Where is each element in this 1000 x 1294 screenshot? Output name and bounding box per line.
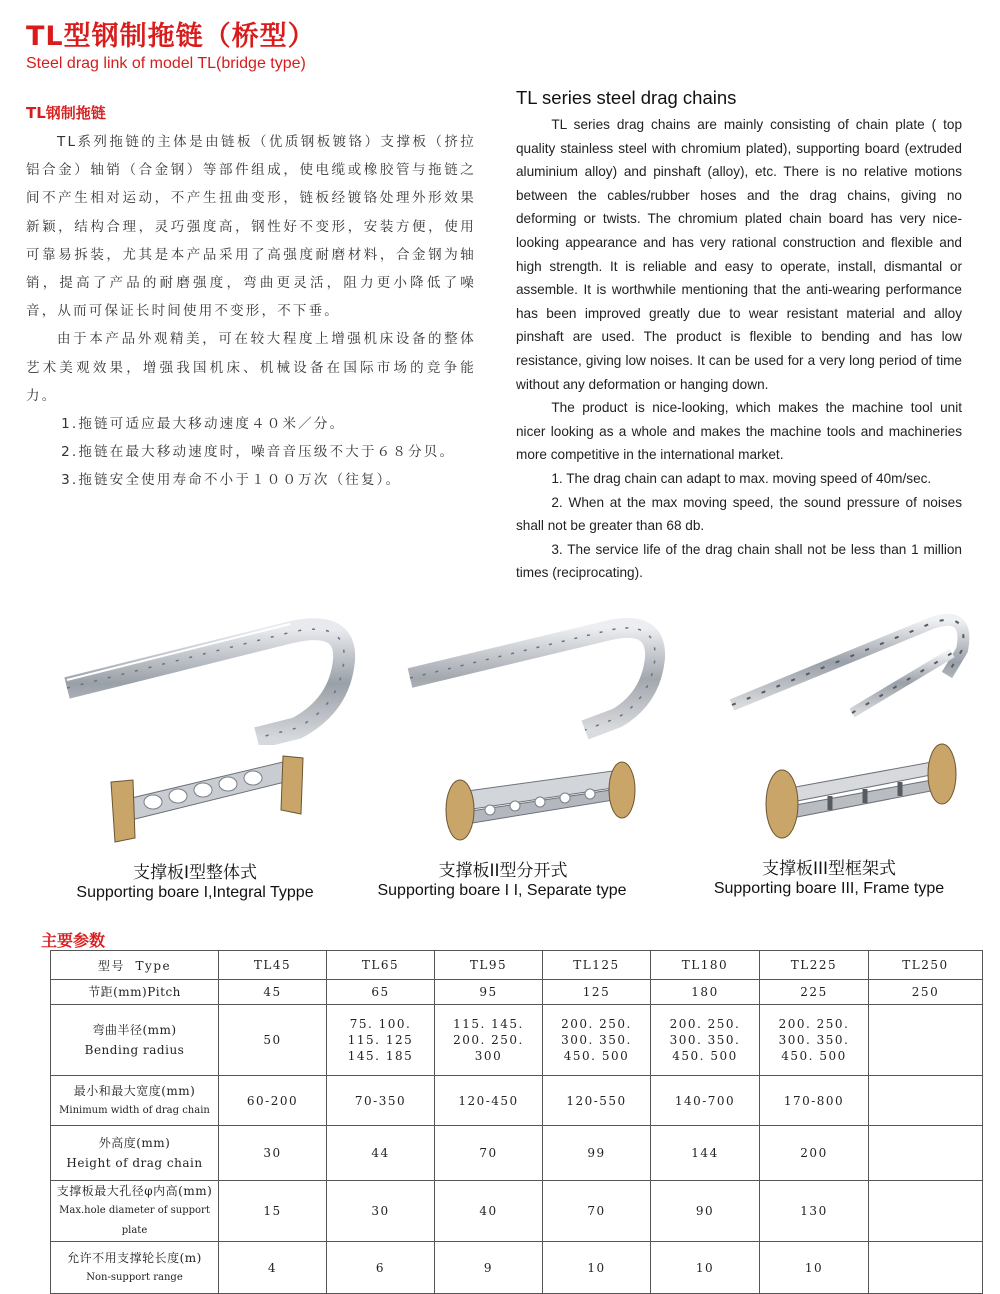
- table-cell: 250: [869, 980, 983, 1005]
- table-header-cell: TL225: [760, 951, 869, 980]
- row-label-cn: 允许不用支撑轮长度(m): [67, 1250, 202, 1265]
- chinese-paragraph: 由于本产品外观精美，可在较大程度上增强机床设备的整体艺术美观效果，增强我国机床、机械设备在国际市场的竞争能力。: [26, 331, 476, 404]
- table-cell: 115. 145. 200. 250. 300: [435, 1005, 543, 1076]
- table-cell: 15: [219, 1181, 327, 1242]
- table-cell: 10: [543, 1242, 651, 1294]
- row-label-cn: 弯曲半径(mm): [92, 1023, 177, 1037]
- table-cell: [869, 1242, 983, 1294]
- supporting-board-type1-image: [105, 752, 305, 847]
- table-cell: 40: [435, 1181, 543, 1242]
- row-label: [51, 1242, 219, 1294]
- table-cell: 140-700: [651, 1076, 760, 1126]
- chinese-section-body: [26, 128, 476, 495]
- table-header-label-cn: 型号: [97, 958, 125, 973]
- supporting-board-type2-image: [440, 752, 640, 847]
- table-cell: 120-450: [435, 1076, 543, 1126]
- row-label-en: Minimum width of drag chain: [59, 1104, 210, 1116]
- table-row: [51, 1076, 983, 1126]
- table-cell: 30: [327, 1181, 435, 1242]
- table-cell: 180: [651, 980, 760, 1005]
- product-caption-cn: 支撑板III型框架式: [761, 859, 897, 879]
- table-cell: 99: [543, 1126, 651, 1181]
- table-cell: 10: [651, 1242, 760, 1294]
- table-cell: 120-550: [543, 1076, 651, 1126]
- params-title: 主要参数: [41, 931, 106, 950]
- table-row: [51, 980, 983, 1005]
- drag-chain-type1-image: [62, 610, 357, 745]
- chinese-section-heading: TL钢制拖链: [26, 104, 106, 122]
- table-cell: 70: [435, 1126, 543, 1181]
- table-cell: 200. 250. 300. 350. 450. 500: [651, 1005, 760, 1076]
- english-paragraph: TL series drag chains are mainly consisting of chain plate ( top quality stainless steel with chromium plated), supporting board (extruded aluminium alloy) and pinshaft (alloy), etc. There is no relative motions between the cables/rubber hoses and the drag chains, giving no deforming or twists. The chromium plated chain board has very nice-looking appearance and has very rational construction and flexible and high strength. It is reliable and easy to operate, install, dismantal or assemble. It is worthwhile mentioning that the anti-wearing performance has been improved greatly due to wear resistant material and alloy pinshaft are used. The product is flexible to bending and has low resistance, giving low noises. It can be used for a very long period of time without any deformation or hanging down.: [516, 117, 962, 392]
- row-label: [51, 1005, 219, 1076]
- table-cell: 125: [543, 980, 651, 1005]
- table-header-cell: TL65: [327, 951, 435, 980]
- table-row: [51, 1005, 983, 1076]
- table-cell: 4: [219, 1242, 327, 1294]
- table-header-cell: TL125: [543, 951, 651, 980]
- table-cell: 50: [219, 1005, 327, 1076]
- table-cell: [869, 1005, 983, 1076]
- table-cell: 200. 250. 300. 350. 450. 500: [760, 1005, 869, 1076]
- table-cell: 45: [219, 980, 327, 1005]
- table-header-cell: TL45: [219, 951, 327, 980]
- table-cell: 70-350: [327, 1076, 435, 1126]
- drag-chain-type2-image: [405, 610, 665, 740]
- english-list-item: 1. The drag chain can adapt to max. moving speed of 40m/sec.: [551, 470, 932, 486]
- table-cell: 144: [651, 1126, 760, 1181]
- table-cell: 75. 100. 115. 125 145. 185: [327, 1005, 435, 1076]
- product-caption-cn: 支撑板I型整体式: [132, 863, 257, 883]
- table-cell: 200: [760, 1126, 869, 1181]
- table-cell: [869, 1076, 983, 1126]
- table-cell: 225: [760, 980, 869, 1005]
- table-cell: [869, 1126, 983, 1181]
- table-cell: 9: [435, 1242, 543, 1294]
- row-label-en: Height of drag chain: [66, 1156, 203, 1170]
- table-cell: 95: [435, 980, 543, 1005]
- table-cell: 70: [543, 1181, 651, 1242]
- product-caption-en: Supporting boare I I, Separate type: [377, 882, 627, 899]
- table-cell: 10: [760, 1242, 869, 1294]
- table-cell: [869, 1181, 983, 1242]
- table-cell: 6: [327, 1242, 435, 1294]
- row-label-cn: 外高度(mm): [98, 1136, 171, 1150]
- page-title-cn: TL型钢制拖链（桥型）: [26, 21, 316, 52]
- table-cell: 30: [219, 1126, 327, 1181]
- table-cell: 200. 250. 300. 350. 450. 500: [543, 1005, 651, 1076]
- chinese-list-item: 3.拖链安全使用寿命不小于１００万次（往复）。: [61, 472, 402, 489]
- supporting-board-type3-image: [760, 740, 960, 845]
- table-header-label: [51, 951, 219, 980]
- table-row: [51, 1242, 983, 1294]
- drag-chain-type3-image: [712, 595, 974, 725]
- product-caption-en: Supporting boare I,Integral Typpe: [76, 884, 314, 901]
- row-label-cn: 最小和最大宽度(mm): [73, 1083, 196, 1098]
- row-label-cn: 支撑板最大孔径φ内高(mm): [56, 1184, 213, 1198]
- chinese-list-item: 1.拖链可适应最大移动速度４０米／分。: [61, 416, 346, 433]
- chinese-list-item: 2.拖链在最大移动速度时，噪音音压级不大于６８分贝。: [61, 444, 456, 461]
- product-caption-cn: 支撑板II型分开式: [438, 861, 568, 881]
- row-label-en: Max.hole diameter of support plate: [59, 1205, 210, 1236]
- table-header-row: [51, 951, 983, 980]
- row-label: 节距(mm)Pitch: [51, 980, 219, 1005]
- table-row: [51, 1126, 983, 1181]
- table-cell: 65: [327, 980, 435, 1005]
- row-label: [51, 1126, 219, 1181]
- table-cell: 130: [760, 1181, 869, 1242]
- chinese-paragraph: TL系列拖链的主体是由链板（优质钢板镀铬）支撑板（挤拉铝合金）轴销（合金钢）等部件组成，使电缆或橡胶管与拖链之间不产生相对运动，不产生扭曲变形，链板经镀铬处理外形效果新颖，结构合理，灵巧强度高，钢性好不变形，安装方便，使用可靠易拆装，尤其是本产品采用了高强度耐磨材料，合金钢为轴销，提高了产品的耐磨强度，弯曲更灵活，阻力更小降低了噪音，从而可保证长时间使用不变形，不下垂。: [26, 134, 476, 320]
- row-label: [51, 1076, 219, 1126]
- table-cell: 90: [651, 1181, 760, 1242]
- english-list-item: 2. When at the max moving speed, the sound pressure of noises shall not be greater than 68 db.: [516, 494, 962, 534]
- table-cell: 44: [327, 1126, 435, 1181]
- row-label-en: Non-support range: [86, 1271, 183, 1283]
- table-cell: 170-800: [760, 1076, 869, 1126]
- english-section-heading: TL series steel drag chains: [516, 87, 737, 108]
- english-list-item: 3. The service life of the drag chain shall not be less than 1 million times (reciprocating).: [516, 541, 962, 581]
- table-header-cell: TL95: [435, 951, 543, 980]
- product-caption-en: Supporting boare III, Frame type: [713, 880, 945, 897]
- table-header-cell: TL180: [651, 951, 760, 980]
- english-section-body: [516, 113, 962, 585]
- table-row: [51, 1181, 983, 1242]
- table-cell: 60-200: [219, 1076, 327, 1126]
- english-paragraph: The product is nice-looking, which makes the machine tool unit nicer looking as a whole and makes the machine tools and machineries more competitive in the international market.: [516, 400, 962, 463]
- params-table: [50, 950, 983, 1294]
- row-label-en: Bending radius: [84, 1043, 185, 1057]
- row-label: [51, 1181, 219, 1242]
- page-title-en: Steel drag link of model TL(bridge type): [26, 55, 306, 72]
- table-header-cell: TL250: [869, 951, 983, 980]
- table-header-label-en: Type: [135, 958, 172, 973]
